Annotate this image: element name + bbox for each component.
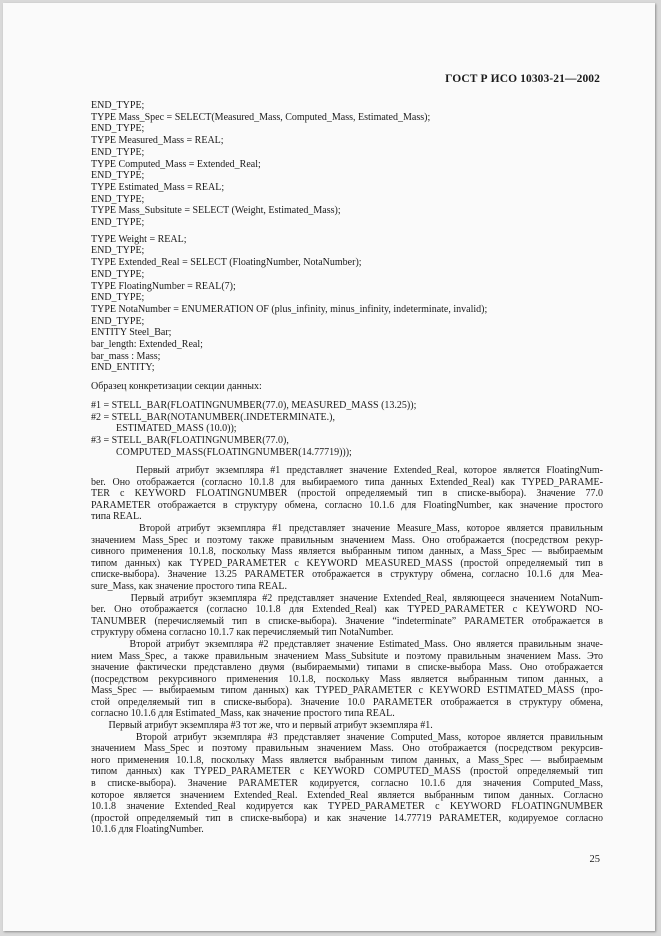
paragraph-line: Второй атрибут экземпляра #3 представляет значение Computed_Mass, которое является правильным	[91, 731, 603, 743]
paragraph-line: типа REAL.	[91, 511, 142, 523]
instance-line: #1 = STELL_BAR(FLOATINGNUMBER(77.0), MEASURED_MASS (13.25));	[91, 400, 417, 411]
code-line: END_TYPE;	[91, 100, 145, 111]
code-line: TYPE Mass_Spec = SELECT(Measured_Mass, Computed_Mass, Estimated_Mass);	[91, 111, 431, 123]
explanation-text	[91, 465, 603, 836]
instance-line: #2 = STELL_BAR(NOTANUMBER(.INDETERMINATE.),	[91, 411, 335, 423]
paragraph-line: TANUMBER (перечисляемый тип в списке-выбора). Значение “indeterminate” PARAMETER отображается в	[91, 615, 603, 627]
instances-label: Образец конкретизации секции данных:	[91, 381, 262, 392]
code-line: END_TYPE;	[91, 268, 145, 280]
paragraph-line: (посредством рекурсивного применения 10.1.8, поскольку Mass является выбранным типом данных, а	[91, 673, 603, 685]
code-line: END_TYPE;	[91, 315, 145, 327]
code-line: TYPE Computed_Mass = Extended_Real;	[91, 158, 261, 170]
code-line: TYPE FloatingNumber = REAL(7);	[91, 280, 236, 292]
page-number: 25	[589, 854, 600, 865]
paragraph-line: TER с KEYWORD FLOATINGNUMBER (простой определяемый тип в списке-выбора). Значение 77.0	[91, 488, 603, 500]
paragraph-line: Первый атрибут экземпляра #2 представляет значение Extended_Real, являющееся значением NotaNum-	[91, 592, 603, 604]
paragraph-line: структуру обмена согласно 10.1.7 как перечисляемый тип NotaNumber.	[91, 627, 394, 639]
code-line: END_TYPE;	[91, 123, 145, 135]
code-line: TYPE Estimated_Mass = REAL;	[91, 181, 225, 193]
code-line: TYPE Mass_Subsitute = SELECT (Weight, Estimated_Mass);	[91, 205, 341, 217]
paragraph-line: значением Mass_Spec и поэтому правильным значением Mass. Оно отображается (посредством рекурсив-	[91, 743, 603, 755]
code-line: TYPE NotaNumber = ENUMERATION OF (plus_infinity, minus_infinity, indeterminate, invalid);	[91, 303, 488, 315]
code-line: END_ENTITY;	[91, 362, 155, 374]
paragraph	[91, 639, 603, 720]
paragraph-line: типом данных) как TYPED_PARAMETER с KEYWORD MEASURED_MASS (простой определяемый тип в	[91, 557, 603, 569]
paragraph-line: списке-выбора). Значение 13.25 PARAMETER отображается в структуру обмена, согласно 10.1.6 для Mea-	[91, 569, 603, 581]
paragraph-line: в списке-выбора). Значение PARAMETER кодируется, согласно 10.1.6 для значения Computed_Mass,	[91, 778, 603, 790]
paragraph-line: значением Mass_Spec и поэтому также правильным значением Mass. Оно отображается (посредством рекур-	[91, 534, 603, 546]
code-line: TYPE Measured_Mass = REAL;	[91, 135, 224, 147]
paragraph-line: Первый атрибут экземпляра #3 тот же, что и первый атрибут экземпляра #1.	[91, 720, 433, 732]
paragraph-line: Mass_Spec — выбираемым типом данных) как TYPED_PARAMETER с KEYWORD ESTIMATED_MASS (про-	[91, 685, 603, 697]
paragraph-line: стой определяемый тип в списке-выбора). Значение 10.0 PARAMETER отображается в структуру обмена,	[91, 696, 603, 708]
code-line: bar_length: Extended_Real;	[91, 339, 203, 351]
paragraph	[91, 523, 603, 593]
instance-line: #3 = STELL_BAR(FLOATINGNUMBER(77.0),	[91, 435, 289, 447]
paragraph-line: 10.1.6 для FloatingNumber.	[91, 824, 204, 836]
paragraph-line: значение фактически представлено двумя (выбираемыми) типами в списке-выбора Mass. Оно отображается	[91, 662, 603, 674]
code-line: bar_mass : Mass;	[91, 350, 161, 362]
paragraph-line: Второй атрибут экземпляра #1 представляет значение Measure_Mass, которое является правильным	[91, 522, 603, 534]
express-schema-code	[91, 100, 611, 374]
paragraph-line: ber. Оно отображается (согласно 10.1.8 для Extended_Real) как TYPED_PARAMETER с KEYWORD NO-	[91, 604, 603, 616]
code-line: END_TYPE;	[91, 170, 145, 182]
paragraph-line: sure_Mass, как значение простого типа REAL.	[91, 580, 287, 592]
paragraph	[91, 465, 603, 523]
paragraph-line: PARAMETER отображается в структуру обмена, согласно 10.1.6 для FloatingNumber, как значение простого	[91, 499, 603, 511]
code-line: ENTITY Steel_Bar;	[91, 327, 172, 339]
paragraph	[91, 720, 603, 732]
instance-line: ESTIMATED_MASS (10.0));	[91, 423, 237, 435]
paragraph-line: ber. Оно отображается (согласно 10.1.8 для выбираемого типа данных Extended_Real) как TYPED_PARAME-	[91, 476, 603, 488]
paragraph-line: сивного применения 10.1.8, поскольку Mass является выбранным типом данных, а Mass_Spec — выбираемым	[91, 546, 603, 558]
paragraph-line: Первый атрибут экземпляра #1 представляет значение Extended_Real, которое является FloatingNum-	[91, 465, 603, 476]
code-line: END_TYPE;	[91, 292, 145, 304]
code-line: TYPE Weight = REAL;	[91, 233, 187, 245]
document-page	[3, 3, 655, 931]
code-line: END_TYPE;	[91, 245, 145, 257]
code-line: END_TYPE;	[91, 217, 145, 229]
code-line: END_TYPE;	[91, 193, 145, 205]
code-line: TYPE Extended_Real = SELECT (FloatingNumber, NotaNumber);	[91, 257, 362, 269]
paragraph-line: 10.1.8 значение Extended_Real кодируется как TYPED_PARAMETER с KEYWORD FLOATINGNUMBER	[91, 801, 603, 813]
standard-header: ГОСТ Р ИСО 10303-21—2002	[445, 73, 600, 85]
paragraph-line: Второй атрибут экземпляра #2 представляет значение Estimated_Mass. Оно является правильным значе-	[91, 638, 603, 650]
instance-line: COMPUTED_MASS(FLOATINGNUMBER(14.77719)));	[91, 446, 352, 458]
paragraph-line: согласно 10.1.6 для Estimated_Mass, как значение простого типа REAL.	[91, 708, 395, 720]
paragraph-line: которое является значением Extended_Real. Extended_Real является выбранным типом данных. Согласно	[91, 789, 603, 801]
paragraph-line: типом данных) как TYPED_PARAMETER с KEYWORD COMPUTED_MASS (простой определяемый тип	[91, 766, 603, 778]
paragraph-line: (простой определяемый тип в списке-выбора) и как значение 14.77719 PARAMETER, кодируемое согласно	[91, 812, 603, 824]
paragraph	[91, 593, 603, 639]
paragraph	[91, 732, 603, 836]
paragraph-line: нием Mass_Spec, а также правильным значением Mass_Subsitute и поэтому правильным значением Mass. Это	[91, 650, 603, 662]
code-line: END_TYPE;	[91, 146, 145, 158]
data-section-instances	[91, 400, 611, 459]
paragraph-line: ного применения 10.1.8, поскольку Mass является выбранным типом данных, а Mass_Spec — выбираемым	[91, 754, 603, 766]
